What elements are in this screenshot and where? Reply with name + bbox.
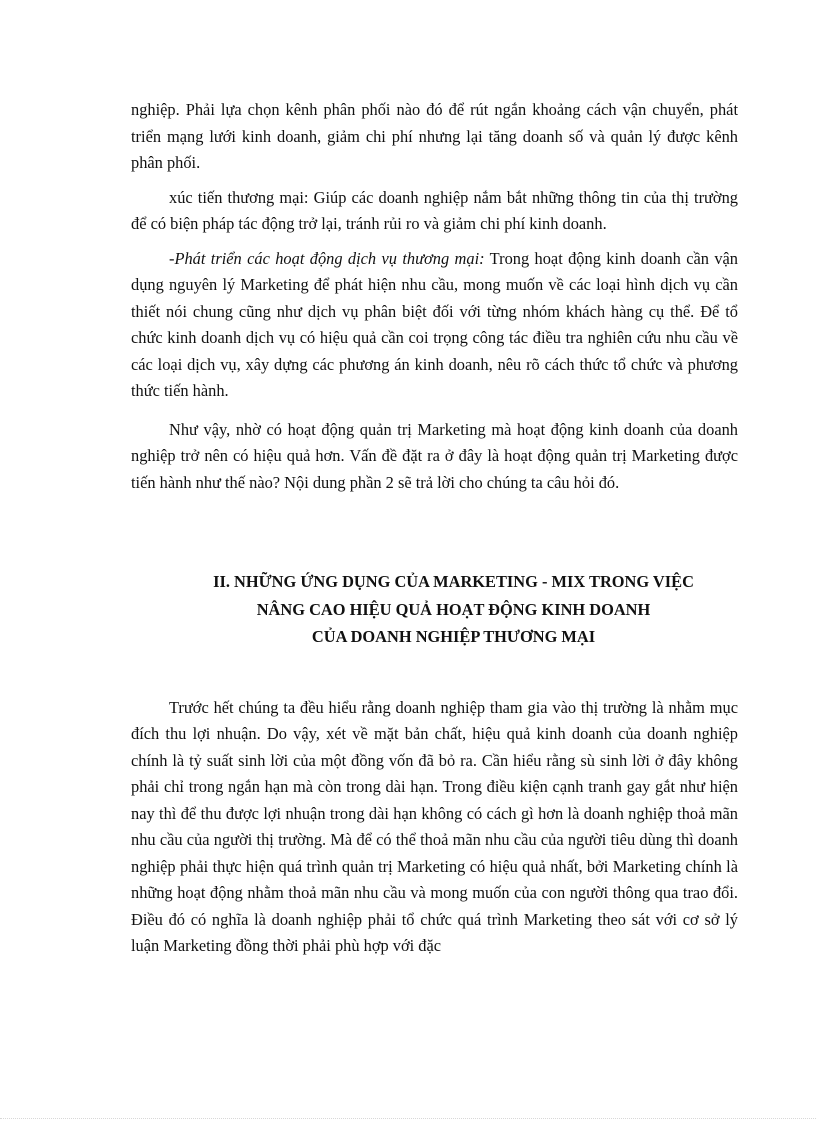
paragraph-trade-promotion: xúc tiến thương mại: Giúp các doanh nghiệp nắm bắt những thông tin của thị trường để có biện pháp tác động trở lại, tránh rủi ro và giảm chi phí kinh doanh. xyxy=(131,187,738,233)
section-heading-line-1: II. NHỮNG ỨNG DỤNG CỦA MARKETING - MIX TRONG VIỆC xyxy=(213,572,694,591)
trade-services-lead: -Phát triển các hoạt động dịch vụ thương mại: xyxy=(169,248,485,268)
trade-services-body: Trong hoạt động kinh doanh cần vận dụng nguyên lý Marketing để phát hiện nhu cầu, mong muốn về các loại hình dịch vụ cần thiết nói chung cũng như dịch vụ phân biệt đối với từng nhóm khách hàng cụ thể. Để tổ chức kinh doanh dịch vụ có hiệu quả cần coi trọng công tác điều tra nghiên cứu nhu cầu về các loại dịch vụ, xây dựng các phương án kinh doanh, nêu rõ cách thức tổ chức và phương thức tiến hành. xyxy=(131,248,738,400)
paragraph-profit-efficiency: Trước hết chúng ta đều hiểu rằng doanh nghiệp tham gia vào thị trường là nhằm mục đích thu lợi nhuận. Do vậy, xét về mặt bản chất, hiệu quả kinh doanh của doanh nghiệp chính là tỷ suất sinh lời của một đồng vốn đã bỏ ra. Cần hiểu rằng sù sinh lời ở đây không phải chỉ trong ngắn hạn mà còn trong dài hạn. Trong điều kiện cạnh tranh gay gắt như hiện nay thì để thu được lợi nhuận trong dài hạn không có cách gì hơn là doanh nghiệp thoả mãn nhu cầu của người thị trường. Mà để có thể thoả mãn nhu cầu của người tiêu dùng thì doanh nghiệp phải thực hiện quá trình quản trị Marketing có hiệu quả nhất, bởi Marketing chính là những hoạt động nhằm thoả mãn nhu cầu và mong muốn của con người thông qua trao đổi. Điều đó có nghĩa là doanh nghiệp phải tổ chức quá trình Marketing theo sát với cơ sở lý luận Marketing đồng thời phải phù hợp với đặc xyxy=(131,697,738,955)
paragraph-summary: Như vậy, nhờ có hoạt động quản trị Marketing mà hoạt động kinh doanh của doanh nghiệp trở nên có hiệu quả hơn. Vấn đề đặt ra ở đây là hoạt động quản trị Marketing được tiến hành như thế nào? Nội dung phần 2 sẽ trả lời cho chúng ta câu hỏi đó. xyxy=(131,419,738,492)
paragraph-trade-services xyxy=(131,246,738,405)
page-content xyxy=(131,97,738,960)
section-heading xyxy=(131,568,738,651)
paragraph-distribution-channel: nghiệp. Phải lựa chọn kênh phân phối nào đó để rút ngắn khoảng cách vận chuyển, phát triển mạng lưới kinh doanh, giảm chi phí nhưng lại tăng doanh số và quản lý được kênh phân phối. xyxy=(131,100,738,172)
section-heading-line-2: NÂNG CAO HIỆU QUẢ HOẠT ĐỘNG KINH DOANH xyxy=(256,599,651,619)
page-bottom-divider xyxy=(0,1118,816,1119)
section-heading-line-3: CỦA DOANH NGHIỆP THƯƠNG MẠI xyxy=(311,627,596,646)
